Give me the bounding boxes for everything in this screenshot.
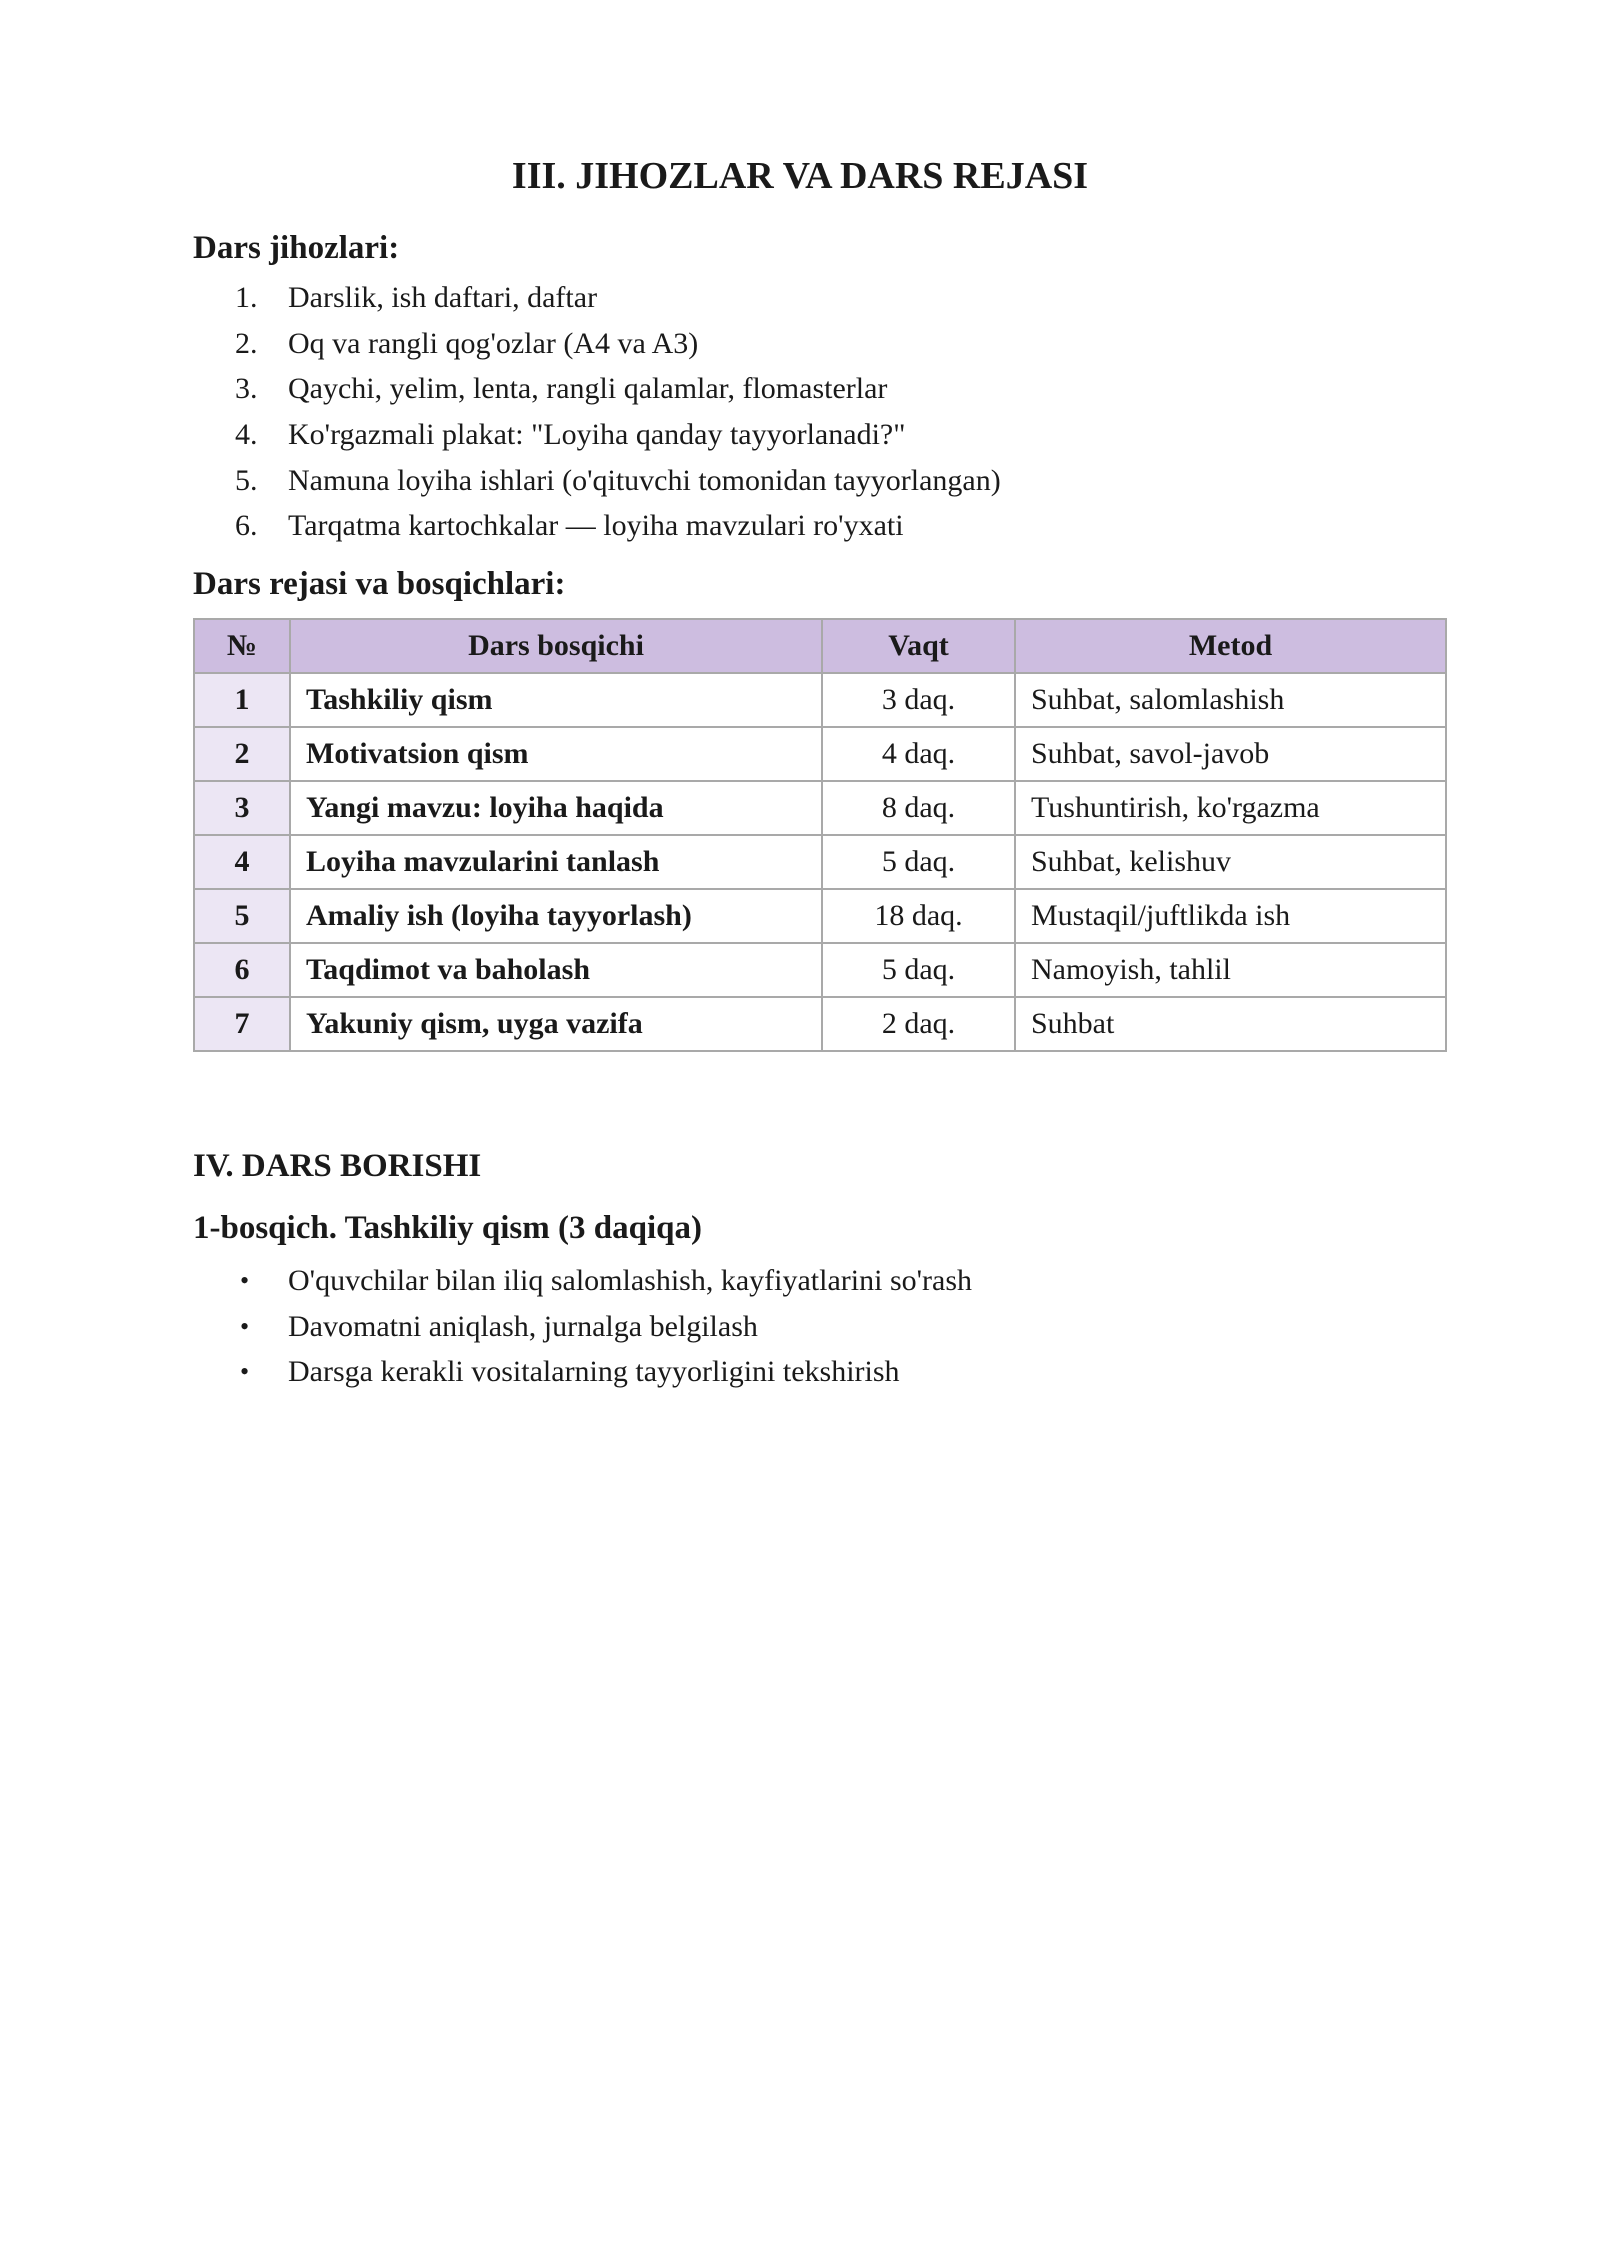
cell-number: 4 xyxy=(194,835,290,889)
page-title: III. JIHOZLAR VA DARS REJASI xyxy=(511,155,1089,197)
cell-time: 2 daq. xyxy=(822,997,1015,1051)
list-text: Ko'rgazmali plakat: "Loyiha qanday tayyorlanadi?" xyxy=(288,418,906,452)
equipment-heading: Dars jihozlari: xyxy=(193,230,400,266)
cell-time: 18 daq. xyxy=(822,889,1015,943)
column-header-time: Vaqt xyxy=(822,619,1015,673)
cell-stage: Amaliy ish (loyiha tayyorlash) xyxy=(290,889,822,943)
table-header-row xyxy=(194,619,1446,673)
cell-method: Suhbat xyxy=(1015,997,1446,1051)
list-number: 5. xyxy=(235,463,258,497)
cell-number: 2 xyxy=(194,727,290,781)
list-text: Tarqatma kartochkalar — loyiha mavzulari ro'yxati xyxy=(288,509,904,543)
cell-method: Suhbat, salomlashish xyxy=(1015,673,1446,727)
table-row xyxy=(194,835,1446,889)
cell-number: 5 xyxy=(194,889,290,943)
stage-heading: 1-bosqich. Tashkiliy qism (3 daqiqa) xyxy=(193,1210,702,1246)
cell-method: Namoyish, tahlil xyxy=(1015,943,1446,997)
list-number: 1. xyxy=(235,281,258,314)
cell-time: 5 daq. xyxy=(822,835,1015,889)
table-row xyxy=(194,997,1446,1051)
cell-time: 5 daq. xyxy=(822,943,1015,997)
list-text: Namuna loyiha ishlari (o'qituvchi tomonidan tayyorlangan) xyxy=(288,463,1001,497)
cell-number: 3 xyxy=(194,781,290,835)
cell-time: 4 daq. xyxy=(822,727,1015,781)
plan-heading: Dars rejasi va bosqichlari: xyxy=(193,566,566,602)
bullet-icon: • xyxy=(240,1311,250,1341)
cell-stage: Yangi mavzu: loyiha haqida xyxy=(290,781,822,835)
table-row xyxy=(194,727,1446,781)
list-number: 3. xyxy=(235,372,258,406)
table-row xyxy=(194,673,1446,727)
cell-number: 6 xyxy=(194,943,290,997)
cell-method: Suhbat, kelishuv xyxy=(1015,835,1446,889)
bullet-icon: • xyxy=(240,1357,250,1387)
cell-time: 8 daq. xyxy=(822,781,1015,835)
cell-number: 1 xyxy=(194,673,290,727)
cell-number: 7 xyxy=(194,997,290,1051)
list-text: Qaychi, yelim, lenta, rangli qalamlar, flomasterlar xyxy=(288,372,888,406)
cell-method: Suhbat, savol-javob xyxy=(1015,727,1446,781)
cell-method: Tushuntirish, ko'rgazma xyxy=(1015,781,1446,835)
list-text: O'quvchilar bilan iliq salomlashish, kayfiyatlarini so'rash xyxy=(288,1264,973,1297)
cell-stage: Motivatsion qism xyxy=(290,727,822,781)
list-text: Davomatni aniqlash, jurnalga belgilash xyxy=(288,1309,758,1343)
table-row xyxy=(194,943,1446,997)
cell-time: 3 daq. xyxy=(822,673,1015,727)
table-row xyxy=(194,889,1446,943)
lesson-plan-table xyxy=(193,618,1447,1052)
cell-method: Mustaqil/juftlikda ish xyxy=(1015,889,1446,943)
bullet-icon: • xyxy=(240,1266,250,1295)
column-header-number: № xyxy=(194,619,290,673)
list-number: 4. xyxy=(235,418,258,452)
cell-stage: Yakuniy qism, uyga vazifa xyxy=(290,997,822,1051)
cell-stage: Tashkiliy qism xyxy=(290,673,822,727)
list-text: Darslik, ish daftari, daftar xyxy=(288,281,598,314)
cell-stage: Taqdimot va baholash xyxy=(290,943,822,997)
progress-heading: IV. DARS BORISHI xyxy=(193,1148,482,1184)
cell-stage: Loyiha mavzularini tanlash xyxy=(290,835,822,889)
list-text: Darsga kerakli vositalarning tayyorligini tekshirish xyxy=(288,1355,900,1389)
column-header-method: Metod xyxy=(1015,619,1446,673)
list-number: 2. xyxy=(235,326,258,360)
list-number: 6. xyxy=(235,509,258,543)
list-text: Oq va rangli qog'ozlar (A4 va A3) xyxy=(288,326,699,360)
column-header-stage: Dars bosqichi xyxy=(290,619,822,673)
table-row xyxy=(194,781,1446,835)
